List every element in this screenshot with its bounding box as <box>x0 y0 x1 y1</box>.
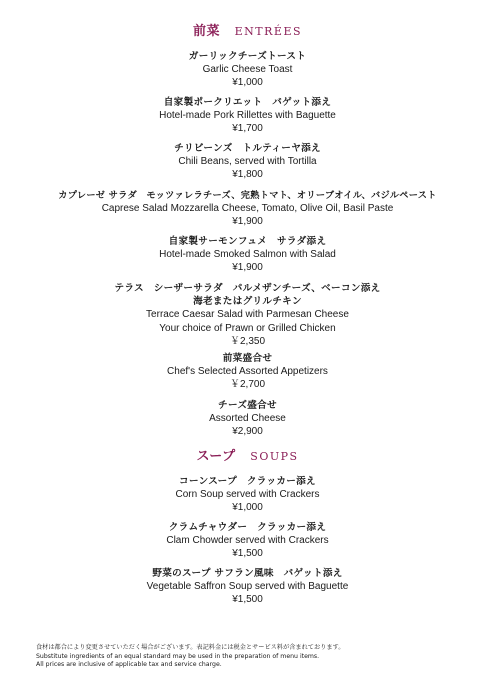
item-name-en: Clam Chowder served with Crackers <box>166 535 329 547</box>
footer-note-substitution: Substitute ingredients of an equal standard may be used in the preparation of menu items. <box>36 652 320 660</box>
menu-item <box>0 352 495 392</box>
entrees-heading <box>0 24 495 40</box>
item-name-jp: 自家製サーモンフュメ サラダ添え <box>168 236 327 247</box>
item-price: ¥1,500 <box>232 548 263 560</box>
item-name-jp: カプレーゼ サラダ モッツァレラチーズ、完熟トマト、オリーブオイル、バジルペースト <box>58 190 437 201</box>
item-name-jp: 自家製ポークリエット バゲット添え <box>163 97 332 108</box>
item-name-en: Vegetable Saffron Soup served with Baguette <box>146 581 349 593</box>
item-price: ¥1,700 <box>232 123 263 135</box>
item-name-jp: テラス シーザーサラダ パルメザンチーズ、ベーコン添え <box>114 283 381 294</box>
item-name-en: Chili Beans, served with Tortilla <box>178 156 317 168</box>
item-name-en: Chef's Selected Assorted Appetizers <box>167 366 328 378</box>
item-price: ￥2,700 <box>229 379 266 391</box>
menu-item <box>0 521 495 561</box>
menu-item <box>0 189 495 229</box>
soups-title-jp: スープ <box>196 449 236 464</box>
item-price: ¥1,900 <box>232 262 263 274</box>
entrees-title-en: ENTRÉES <box>234 25 303 38</box>
item-name-en-option: Your choice of Prawn or Grilled Chicken <box>159 322 336 334</box>
item-name-en: Terrace Caesar Salad with Parmesan Cheese <box>146 309 349 321</box>
footer-note-jp: 食材は都合により変更させていただく場合がございます。表記料金には税金とサービス料が含まれております。 <box>36 644 345 651</box>
soups-heading <box>0 449 495 465</box>
footer-note-tax: All prices are inclusive of applicable tax and service charge. <box>36 661 222 669</box>
menu-item <box>0 235 495 275</box>
menu-item <box>0 399 495 439</box>
menu-item <box>0 282 495 348</box>
menu-item <box>0 475 495 515</box>
menu-item <box>0 567 495 607</box>
menu-item <box>0 50 495 90</box>
item-name-en: Hotel-made Smoked Salmon with Salad <box>159 249 336 261</box>
item-price: ¥1,000 <box>232 77 263 89</box>
item-name-jp: チリビーンズ トルティーヤ添え <box>174 143 321 154</box>
item-name-jp: 野菜のスープ サフラン風味 バゲット添え <box>152 568 343 579</box>
entrees-title-jp: 前菜 <box>192 24 220 39</box>
menu-item <box>0 142 495 182</box>
item-name-jp: チーズ盛合せ <box>218 400 277 411</box>
item-name-en: Assorted Cheese <box>209 413 286 425</box>
item-price: ¥1,900 <box>232 216 263 228</box>
item-name-en: Garlic Cheese Toast <box>202 64 293 76</box>
item-price: ¥1,500 <box>232 594 263 606</box>
item-name-jp: コーンスープ クラッカー添え <box>179 476 316 487</box>
item-name-en: Caprese Salad Mozzarella Cheese, Tomato, Olive Oil, Basil Paste <box>101 203 394 215</box>
item-price: ¥1,000 <box>232 502 263 514</box>
item-price: ¥2,900 <box>232 426 263 438</box>
item-name-jp: クラムチャウダー クラッカー添え <box>168 522 327 533</box>
item-price: ¥1,800 <box>232 169 263 181</box>
item-name-jp: ガーリックチーズトースト <box>188 51 307 62</box>
item-name-jp-option: 海老またはグリルチキン <box>193 296 302 308</box>
footer-notes <box>36 644 476 670</box>
soups-title-en: SOUPS <box>250 450 299 463</box>
item-name-en: Hotel-made Pork Rillettes with Baguette <box>159 110 336 122</box>
menu-item <box>0 96 495 136</box>
item-name-jp: 前菜盛合せ <box>222 353 273 364</box>
item-price: ￥2,350 <box>229 335 266 347</box>
item-name-en: Corn Soup served with Crackers <box>175 489 320 501</box>
